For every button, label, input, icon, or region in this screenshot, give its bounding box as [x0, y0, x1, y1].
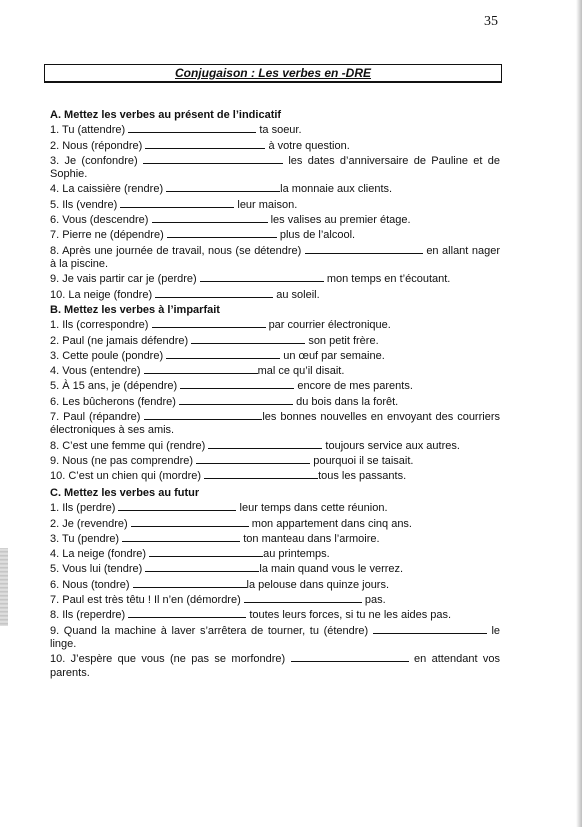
exercise-line — [50, 363, 500, 378]
answer-blank[interactable] — [200, 271, 324, 282]
exercise-line — [50, 409, 500, 438]
answer-blank[interactable] — [143, 153, 283, 164]
answer-blank[interactable] — [305, 243, 423, 254]
exercise-continuation: mon temps en t’écoutant. — [326, 273, 451, 286]
exercise-prompt: 1. Tu (attendre) — [50, 124, 126, 137]
exercise-prompt: 2. Nous (répondre) — [50, 139, 143, 152]
exercise-prompt: 10. C’est un chien qui (mordre) — [50, 470, 202, 483]
exercise-continuation: pourquoi il se taisait. — [313, 454, 414, 467]
exercise-continuation: les dates d’anniversaire de Pauline et de Sophie. — [50, 154, 501, 181]
exercise-continuation: du bois dans la forêt. — [296, 395, 399, 408]
exercise-line — [50, 287, 500, 302]
exercise-line — [50, 623, 500, 652]
section-c — [50, 487, 500, 680]
answer-blank[interactable] — [244, 592, 362, 603]
worksheet-title: Conjugaison : Les verbes en -DRE — [174, 66, 372, 80]
exercise-continuation: en attendant vos parents. — [50, 653, 500, 679]
exercise-line — [50, 394, 500, 409]
exercise-line — [50, 453, 500, 468]
answer-blank[interactable] — [196, 453, 310, 464]
exercise-line — [50, 577, 500, 592]
answer-blank[interactable] — [155, 287, 273, 298]
exercise-continuation: encore de mes parents. — [297, 380, 413, 393]
exercise-continuation: leur maison. — [237, 198, 298, 211]
exercise-prompt: 9. Je vais partir car je (perdre) — [50, 273, 197, 286]
exercise-line — [50, 153, 500, 182]
exercise-line — [50, 122, 500, 137]
exercise-continuation: le linge. — [50, 624, 501, 650]
answer-blank[interactable] — [152, 212, 268, 223]
scan-margin-mark — [0, 548, 8, 626]
exercise-line — [50, 317, 500, 332]
exercise-line — [50, 333, 500, 348]
exercise-line — [50, 561, 500, 576]
exercise-continuation: par courrier électronique. — [268, 319, 391, 332]
exercise-prompt: 7. Pierre ne (dépendre) — [50, 229, 164, 242]
answer-blank[interactable] — [145, 561, 259, 572]
exercise-prompt: 5. Ils (vendre) — [50, 198, 118, 211]
exercise-continuation: la pelouse dans quinze jours. — [246, 578, 390, 591]
exercise-continuation: un œuf par semaine. — [283, 349, 385, 362]
scan-edge-shadow — [576, 0, 582, 827]
exercise-continuation: pas. — [364, 594, 386, 607]
exercise-prompt: 3. Tu (pendre) — [50, 532, 120, 545]
exercise-line — [50, 651, 500, 680]
exercise-continuation: mon appartement dans cinq ans. — [251, 517, 412, 530]
exercise-prompt: 9. Quand la machine à laver s’arrêtera de tourner, tu (étendre) — [50, 624, 369, 637]
exercise-continuation: leur temps dans cette réunion. — [239, 502, 388, 515]
exercise-continuation: la main quand vous le verrez. — [259, 563, 404, 576]
exercise-prompt: 5. Vous lui (tendre) — [50, 563, 143, 576]
exercise-continuation: mal ce qu’il disait. — [257, 365, 345, 378]
exercise-line — [50, 378, 500, 393]
exercise-prompt: 10. La neige (fondre) — [50, 288, 153, 301]
exercise-continuation: au printemps. — [263, 548, 330, 561]
exercise-line — [50, 271, 500, 286]
section-a — [50, 109, 500, 302]
exercise-line — [50, 227, 500, 242]
exercise-line — [50, 500, 500, 515]
answer-blank[interactable] — [120, 197, 234, 208]
answer-blank[interactable] — [204, 468, 318, 479]
answer-blank[interactable] — [118, 500, 236, 511]
page-number: 35 — [484, 14, 498, 29]
exercise-line — [50, 468, 500, 483]
exercise-prompt: 6. Vous (descendre) — [50, 214, 149, 227]
exercise-prompt: 9. Nous (ne pas comprendre) — [50, 454, 194, 467]
exercise-prompt: 4. La caissière (rendre) — [50, 183, 164, 196]
exercise-prompt: 5. À 15 ans, je (dépendre) — [50, 380, 178, 393]
answer-blank[interactable] — [373, 623, 487, 634]
answer-blank[interactable] — [128, 607, 246, 618]
section-b — [50, 304, 500, 484]
exercise-prompt: 3. Cette poule (pondre) — [50, 349, 164, 362]
exercise-continuation: les bonnes nouvelles en envoyant des courriers électroniques à ses amis. — [50, 411, 500, 437]
section-heading: A. Mettez les verbes au présent de l’indicatif — [50, 109, 282, 121]
exercise-continuation: les valises au premier étage. — [270, 214, 411, 227]
exercise-line — [50, 531, 500, 546]
worksheet-title-box — [44, 64, 502, 83]
answer-blank[interactable] — [166, 181, 280, 192]
exercise-line — [50, 516, 500, 531]
exercise-continuation: à votre question. — [268, 139, 350, 152]
exercise-prompt: 7. Paul (répandre) — [50, 411, 141, 424]
exercise-continuation: son petit frère. — [308, 334, 379, 347]
answer-blank[interactable] — [179, 394, 293, 405]
exercise-continuation: la monnaie aux clients. — [280, 183, 393, 196]
exercise-continuation: plus de l’alcool. — [279, 229, 356, 242]
exercise-continuation: au soleil. — [276, 288, 320, 301]
answer-blank[interactable] — [133, 577, 247, 588]
exercise-line — [50, 607, 500, 622]
exercise-line — [50, 181, 500, 196]
exercise-prompt: 8. Ils (reperdre) — [50, 609, 126, 622]
answer-blank[interactable] — [166, 348, 280, 359]
answer-blank[interactable] — [149, 546, 263, 557]
exercise-line — [50, 438, 500, 453]
exercise-prompt: 6. Les bûcherons (fendre) — [50, 395, 176, 408]
exercise-continuation: en allant nager à la piscine. — [50, 244, 500, 270]
exercise-continuation: tous les passants. — [318, 470, 407, 483]
answer-blank[interactable] — [180, 378, 294, 389]
exercise-prompt: 1. Ils (correspondre) — [50, 319, 149, 332]
answer-blank[interactable] — [144, 409, 262, 420]
exercise-line — [50, 138, 500, 153]
exercise-continuation: toujours service aux autres. — [325, 439, 460, 452]
exercise-prompt: 4. La neige (fondre) — [50, 548, 147, 561]
exercise-prompt: 8. C’est une femme qui (rendre) — [50, 439, 206, 452]
section-heading: C. Mettez les verbes au futur — [50, 487, 200, 499]
answer-blank[interactable] — [291, 651, 409, 662]
exercise-prompt: 4. Vous (entendre) — [50, 365, 141, 378]
exercise-line — [50, 243, 500, 272]
exercise-line — [50, 546, 500, 561]
exercise-prompt: 7. Paul est très têtu ! Il n’en (démordre) — [50, 594, 241, 607]
exercise-line — [50, 348, 500, 363]
exercise-prompt: 3. Je (confondre) — [50, 154, 138, 167]
answer-blank[interactable] — [191, 333, 305, 344]
answer-blank[interactable] — [152, 317, 266, 328]
answer-blank[interactable] — [208, 438, 322, 449]
answer-blank[interactable] — [131, 516, 249, 527]
answer-blank[interactable] — [128, 122, 256, 133]
answer-blank[interactable] — [145, 138, 265, 149]
exercise-continuation: toutes leurs forces, si tu ne les aides pas. — [249, 609, 452, 622]
exercise-line — [50, 592, 500, 607]
exercise-prompt: 2. Je (revendre) — [50, 517, 128, 530]
exercise-continuation: ta soeur. — [259, 124, 302, 137]
answer-blank[interactable] — [144, 363, 258, 374]
exercise-prompt: 1. Ils (perdre) — [50, 502, 116, 515]
exercise-continuation: ton manteau dans l’armoire. — [243, 532, 380, 545]
exercise-line — [50, 197, 500, 212]
answer-blank[interactable] — [122, 531, 240, 542]
exercise-prompt: 2. Paul (ne jamais défendre) — [50, 334, 189, 347]
exercise-prompt: 6. Nous (tondre) — [50, 578, 130, 591]
exercise-line — [50, 212, 500, 227]
exercise-prompt: 8. Après une journée de travail, nous (se détendre) — [50, 244, 302, 257]
section-heading: B. Mettez les verbes à l’imparfait — [50, 304, 220, 316]
answer-blank[interactable] — [167, 227, 277, 238]
exercise-prompt: 10. J’espère que vous (ne pas se morfondre) — [50, 653, 286, 666]
